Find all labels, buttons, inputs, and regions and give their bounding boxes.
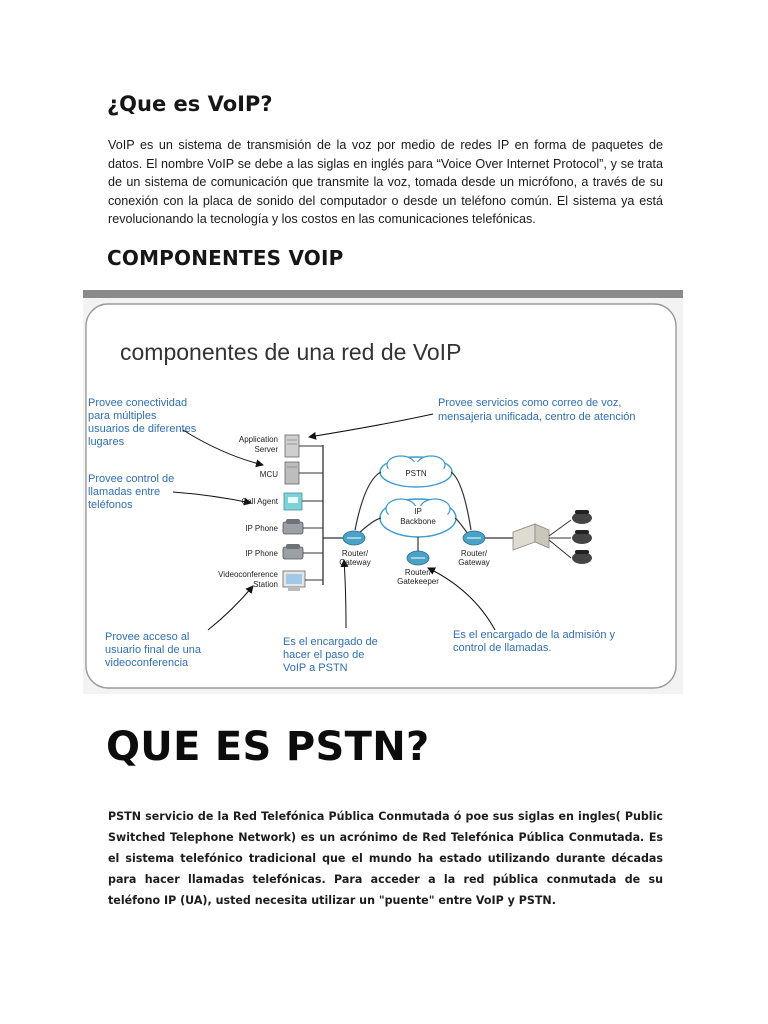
heading-componentes-voip: COMPONENTES VOIP [107, 246, 344, 270]
device-label-app-server-2: Server [254, 445, 278, 454]
annotation-connectivity-3: usuarios de diferentes [88, 423, 197, 435]
router-left-label-1: Router/ [341, 549, 369, 558]
annotation-voip-pstn-3: VoIP a PSTN [283, 662, 348, 674]
call-agent-icon [284, 493, 302, 510]
device-label-call-agent: Call Agent [241, 497, 278, 506]
annotation-call-control-1: Provee control de [88, 473, 175, 485]
router-gateway-left-icon [343, 531, 365, 545]
voip-network-diagram [83, 290, 683, 694]
ip-phone-icon-1 [283, 519, 303, 534]
annotation-connectivity-2: para múltiples [88, 410, 157, 422]
device-label-video-station-1: Videoconference [218, 570, 278, 579]
diagram-title: componentes de una red de VoIP [120, 339, 462, 365]
gatekeeper-label-1: Router/ [404, 568, 432, 577]
annotation-video-3: videoconferencia [105, 657, 189, 669]
pstn-cloud-label: PSTN [405, 469, 427, 478]
router-right-label-2: Gateway [458, 558, 490, 567]
annotation-voip-pstn-1: Es el encargado de [283, 636, 378, 648]
router-gatekeeper-icon [407, 551, 429, 565]
pstn-description-paragraph: PSTN servicio de la Red Telefónica Pública Conmutada ó poe sus siglas en ingles( Public Switched Telephone Network) es un acrónimo de Red Telefónica Pública Conmutada. Es el sistema telefónico tradicional que el mundo ha estado utilizando durante décadas para hacer llamadas telefónicas. Para acceder a la red pública conmutada de su teléfono IP (UA), usted necesita utilizar un "puente" entre VoIP y PSTN. [108, 810, 663, 907]
mcu-icon [285, 462, 299, 484]
annotation-connectivity-4: lugares [88, 436, 125, 448]
ip-backbone-cloud [380, 499, 456, 537]
device-label-ip-phone-2: IP Phone [245, 549, 278, 558]
device-label-app-server-1: Application [238, 435, 278, 444]
device-label-ip-phone-1: IP Phone [245, 524, 278, 533]
annotation-services-2: mensajeria unificada, centro de atención [438, 411, 636, 423]
router-right-label-1: Router/ [460, 549, 488, 558]
diagram-top-bar [83, 290, 683, 298]
annotation-admission-2: control de llamadas. [453, 642, 552, 654]
heading-que-es-voip: ¿Que es VoIP? [107, 92, 273, 116]
device-label-mcu: MCU [259, 470, 278, 479]
router-left-label-2: Gateway [339, 558, 371, 567]
annotation-call-control-2: llamadas entre [88, 486, 161, 498]
annotation-connectivity-1: Provee conectividad [88, 397, 188, 409]
app-server-icon [285, 435, 299, 457]
diagram-svg [83, 290, 683, 694]
ip-cloud-label-1: IP [414, 507, 422, 516]
annotation-video-2: usuario final de una [105, 644, 202, 656]
ip-cloud-label-2: Backbone [400, 517, 436, 526]
annotation-call-control-3: teléfonos [88, 499, 133, 511]
router-gateway-right-icon [463, 531, 485, 545]
voip-description-paragraph: VoIP es un sistema de transmisión de la voz por medio de redes IP en forma de paquetes de datos. El nombre VoIP se debe a las siglas en inglés para “Voice Over Internet Protocol”, y se trata de un sistema de comunicación que transmite la voz, tomada desde un micrófono, a través de su conexión con la placa de sonido del computador o desde un teléfono común. El sistema ya está revolucionando la tecnología y los costos en las comunicaciones telefónicas. [108, 138, 663, 227]
heading-que-es-pstn: QUE ES PSTN? [106, 724, 430, 770]
ip-phone-icon-2 [283, 544, 303, 559]
annotation-video-1: Provee acceso al [105, 631, 190, 643]
device-label-video-station-2: Station [253, 580, 278, 589]
annotation-voip-pstn-2: hacer el paso de [283, 649, 365, 661]
gatekeeper-label-2: Gatekeeper [397, 577, 439, 586]
pstn-cloud [380, 456, 452, 487]
annotation-services-1: Provee servicios como correo de voz, [438, 397, 622, 409]
annotation-admission-1: Es el encargado de la admisión y [453, 629, 616, 641]
